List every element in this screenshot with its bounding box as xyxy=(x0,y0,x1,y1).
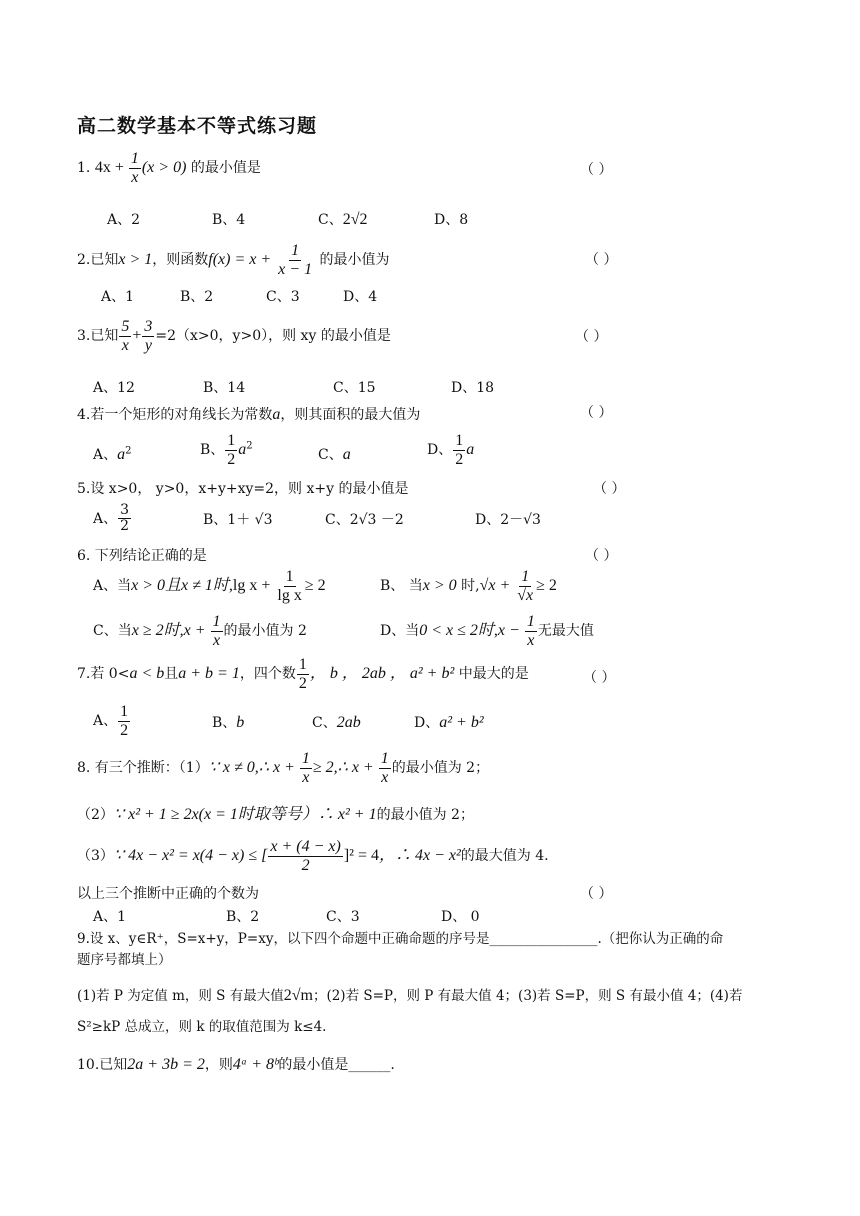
question-4 xyxy=(77,405,420,424)
q3-option-b: B、14 xyxy=(203,380,246,396)
q7-option-a-frac xyxy=(118,703,130,739)
q10-condition: 2a + 3b = 2 xyxy=(127,1056,205,1073)
q4-option-c xyxy=(318,445,351,464)
q8-option-a: A、1 xyxy=(93,909,127,925)
q6-b-den: √x xyxy=(517,586,534,604)
q8-intro: 8. 有三个推断：（1） xyxy=(77,760,209,777)
q6-d-expr: x − xyxy=(497,622,524,640)
q4-stem-a: 4.若一个矩形的对角线长为常数 xyxy=(77,407,273,423)
q6-c-expr: x + xyxy=(183,622,210,640)
q6-b-label: B、 当 xyxy=(380,578,423,595)
q1-stem: 的最小值是 xyxy=(190,160,261,177)
q7-option-c-label: C、 xyxy=(312,715,337,731)
q8-l1-num-1: 1 xyxy=(301,750,310,767)
q8-l3-d: ，∴ 4x − x² xyxy=(378,847,461,865)
q6-d-cond: 0 < x ≤ 2时, xyxy=(419,622,498,640)
q8-l3-b: ∵ 4x − x² = x(4 − x) ≤ [ xyxy=(113,847,268,865)
q3-answer-paren: （ ） xyxy=(575,329,608,345)
q1-option-c xyxy=(318,210,368,229)
q8-l1-den-2: x xyxy=(381,768,389,786)
q7-a-den: 2 xyxy=(120,721,129,739)
q7-half-num: 1 xyxy=(298,656,307,673)
q1-expr-b: (x > 0) xyxy=(141,159,187,177)
q4-stem-b: ，则其面积的最大值为 xyxy=(280,407,421,423)
q8-option-d: D、 0 xyxy=(441,909,480,925)
q4-option-a-math: a xyxy=(117,446,126,463)
q6-c-label: C、当 xyxy=(93,623,132,640)
q8-l1-frac-2 xyxy=(379,750,391,786)
q5-option-d: D、2－√3 xyxy=(475,512,541,528)
q2-option-c: C、3 xyxy=(266,289,300,305)
q7-option-d xyxy=(414,713,484,732)
q2-frac-num: 1 xyxy=(291,242,300,259)
q7-option-b xyxy=(212,713,244,732)
q10-tail: 的最小值是______. xyxy=(278,1057,395,1073)
q6-option-b xyxy=(380,568,557,604)
q7-stem-c: ，四个数 xyxy=(239,666,296,683)
q4-option-d xyxy=(427,432,474,468)
q1-option-c-math: 2√2 xyxy=(342,211,368,228)
q6-b-num: 1 xyxy=(521,568,530,585)
q1-expr-a: 4x + xyxy=(94,159,128,177)
q4-option-d-label: D、 xyxy=(427,442,453,459)
q3-stem: =2（x>0，y>0），则 xy 的最小值是 xyxy=(155,328,391,345)
q8-option-b: B、2 xyxy=(226,909,260,925)
q3-f1-den: x xyxy=(121,336,129,354)
q9-line-3-math: 2√m xyxy=(283,987,313,1004)
q7-half xyxy=(297,656,309,692)
q7-stem-a: 7.若 0< xyxy=(77,666,130,683)
q6-d-frac xyxy=(525,613,537,649)
q9-line-2: 题序号都填上） xyxy=(77,952,172,968)
q2-prefix: 2.已知 xyxy=(77,252,119,269)
q4-b-den: 2 xyxy=(227,450,236,468)
q2-fraction xyxy=(276,242,314,278)
q8-summary: 以上三个推断中正确的个数为 xyxy=(77,886,259,902)
q3-f2-num: 3 xyxy=(144,318,153,335)
q8-l3-num: x + (4 − x) xyxy=(270,838,341,855)
q5-answer-paren: （ ） xyxy=(593,481,626,497)
q1-option-a: A、2 xyxy=(107,212,141,228)
q6-b-tail: ≥ 2 xyxy=(536,577,557,595)
q6-b-mid: 时, xyxy=(456,578,480,595)
q3-prefix: 3.已知 xyxy=(77,328,119,345)
q3-f2-den: y xyxy=(144,336,152,354)
q9-line-4: S²≥kP 总成立，则 k 的取值范围为 k≤4. xyxy=(77,1019,327,1035)
q8-l2-a: （2） xyxy=(77,807,114,823)
q4-d-den: 2 xyxy=(455,450,464,468)
q5-option-a-frac xyxy=(118,503,131,535)
q7-option-a-label: A、 xyxy=(93,713,118,730)
q6-c-frac xyxy=(211,613,223,649)
q6-a-num: 1 xyxy=(285,568,294,585)
q3-fraction-2 xyxy=(142,318,154,354)
q4-option-b-math: a xyxy=(238,441,247,459)
q8-l1-c: 的最小值为 2； xyxy=(391,760,490,777)
q6-a-tail: ≥ 2 xyxy=(304,577,326,595)
q7-option-b-math: b xyxy=(236,714,245,731)
question-8-line-3 xyxy=(77,838,549,874)
question-2 xyxy=(77,242,390,278)
q4-option-b-exp: 2 xyxy=(246,440,253,452)
q2-option-d: D、4 xyxy=(343,289,378,305)
q3-f1-num: 5 xyxy=(121,318,130,335)
q7-option-a xyxy=(93,703,131,739)
q2-option-a: A、1 xyxy=(101,289,135,305)
q8-l3-e: 的最大值为 4. xyxy=(460,848,549,865)
question-10 xyxy=(77,1055,395,1074)
q6-c-num: 1 xyxy=(212,613,221,630)
q2-stem: 的最小值为 xyxy=(319,252,390,269)
q8-answer-paren: （ ） xyxy=(580,886,613,902)
q6-option-a xyxy=(93,568,326,604)
q6-b-expr: √x + xyxy=(479,577,515,595)
q3-fraction-1 xyxy=(119,318,131,354)
question-6: 6. 下列结论正确的是 xyxy=(77,548,207,564)
q10-prefix: 10.已知 xyxy=(77,1057,128,1073)
q7-stem-d: 中最大的是 xyxy=(458,666,529,683)
q2-mid: ，则函数 xyxy=(152,252,209,269)
q5-a-num: 3 xyxy=(120,502,130,518)
q8-l1-den-1: x xyxy=(302,768,310,786)
q10-mid: ，则 xyxy=(204,1057,233,1073)
q7-option-d-label: D、 xyxy=(414,715,440,731)
q5-option-a xyxy=(93,503,132,535)
q8-l3-frac xyxy=(268,838,342,874)
q3-option-a: A、12 xyxy=(93,380,135,396)
q5-option-a-label: A、 xyxy=(93,510,118,527)
question-8-line-1 xyxy=(77,750,489,786)
q6-c-cond: x ≥ 2时, xyxy=(131,622,184,640)
q1-option-c-label: C、 xyxy=(318,212,343,228)
q3-option-c: C、15 xyxy=(333,380,376,396)
q7-option-c-math: 2ab xyxy=(336,714,361,731)
q7-condition-2: a + b = 1 xyxy=(178,665,240,683)
q8-l1-num-2: 1 xyxy=(380,750,389,767)
q6-d-tail: 无最大值 xyxy=(537,623,594,640)
q6-c-tail: 的最小值为 2 xyxy=(223,623,307,640)
q7-option-d-math: a² + b² xyxy=(439,714,484,731)
q4-d-num: 1 xyxy=(455,432,464,449)
q9-line-3-a: (1)若 P 为定值 m，则 S 有最大值 xyxy=(77,988,284,1004)
q3-plus: + xyxy=(132,327,142,345)
q7-half-den: 2 xyxy=(298,674,307,692)
q7-option-c xyxy=(312,713,361,732)
q1-frac-num: 1 xyxy=(130,150,139,167)
q6-b-cond: x > 0 xyxy=(422,577,457,595)
q7-answer-paren: （ ） xyxy=(583,670,616,686)
q4-option-c-math: a xyxy=(342,446,351,463)
q8-option-c: C、3 xyxy=(326,909,360,925)
q2-condition: x > 1 xyxy=(118,251,153,269)
q1-option-b: B、4 xyxy=(212,212,246,228)
q7-a-num: 1 xyxy=(120,703,129,720)
q2-frac-den: x − 1 xyxy=(278,260,313,278)
q8-l2-c: 的最小值为 2； xyxy=(376,807,474,823)
q6-a-den: lg x xyxy=(277,586,302,604)
question-7 xyxy=(77,656,529,692)
q6-b-frac xyxy=(515,568,535,604)
q2-option-b: B、2 xyxy=(180,289,214,305)
q6-option-c xyxy=(93,613,307,649)
q4-option-a xyxy=(93,445,132,464)
question-5: 5.设 x>0， y>0，x+y+xy=2，则 x+y 的最小值是 xyxy=(77,481,409,497)
q8-l3-den: 2 xyxy=(301,856,310,874)
q6-a-label: A、当 xyxy=(93,578,132,595)
q6-d-den: x xyxy=(527,631,535,649)
q6-a-frac xyxy=(275,568,303,604)
q6-answer-paren: （ ） xyxy=(585,548,618,564)
question-3 xyxy=(77,318,391,354)
q7-stem-b: 且 xyxy=(164,666,179,683)
q8-l3-a: （3） xyxy=(77,848,114,865)
q1-option-d: D、8 xyxy=(434,212,469,228)
q5-option-c: C、2√3 －2 xyxy=(325,512,404,528)
q7-list: ， b ， 2ab ， a² + b² xyxy=(309,665,455,683)
q4-option-b-label: B、 xyxy=(200,442,225,459)
q6-a-cond: x > 0且x ≠ 1时, xyxy=(131,577,233,595)
q4-option-d-half xyxy=(453,432,465,468)
q3-option-d: D、18 xyxy=(451,380,495,396)
q8-l3-c: ]² = 4 xyxy=(343,847,379,865)
q4-option-a-exp: 2 xyxy=(125,445,132,457)
q4-b-num: 1 xyxy=(227,432,236,449)
q7-option-b-label: B、 xyxy=(212,715,237,731)
q6-d-num: 1 xyxy=(526,613,535,630)
q8-l1-b: ≥ 2,∴ x + xyxy=(312,759,378,777)
q10-expression: 4ᵃ + 8ᵇ xyxy=(232,1056,279,1073)
q4-option-b-half xyxy=(225,432,237,468)
q7-condition: a < b xyxy=(129,665,165,683)
q8-l1-frac-1 xyxy=(300,750,312,786)
q6-option-d xyxy=(380,613,594,649)
q4-option-b xyxy=(200,432,253,468)
q1-fraction xyxy=(129,150,141,186)
question-8-line-2 xyxy=(77,805,474,824)
q4-answer-paren: （ ） xyxy=(580,405,613,421)
page-title: 高二数学基本不等式练习题 xyxy=(77,115,318,137)
q4-option-a-label: A、 xyxy=(93,447,118,463)
q1-frac-den: x xyxy=(131,168,139,186)
q9-line-1: 9.设 x、y∈R⁺，S=x+y，P=xy，以下四个命题中正确命题的序号是________________.（把你认为正确的命 xyxy=(77,931,724,947)
q9-line-3 xyxy=(77,986,742,1005)
q6-a-expr: lg x + xyxy=(232,577,275,595)
q1-answer-paren: （ ） xyxy=(580,162,613,178)
q4-option-d-math: a xyxy=(466,441,475,459)
q1-number: 1. xyxy=(77,160,95,177)
q6-d-label: D、当 xyxy=(380,623,420,640)
q8-l1-a: ∵ x ≠ 0,∴ x + xyxy=(208,759,299,777)
q4-var: a xyxy=(272,406,281,423)
q8-l2-b: ∵ x² + 1 ≥ 2x(x = 1时取等号）∴ x² + 1 xyxy=(113,806,377,823)
q2-answer-paren: （ ） xyxy=(585,252,618,268)
question-1 xyxy=(77,150,261,186)
q2-function: f(x) = x + xyxy=(208,251,276,269)
q5-a-den: 2 xyxy=(120,518,130,535)
q5-option-b: B、1＋ √3 xyxy=(203,512,273,528)
q9-line-3-b: ；(2)若 S=P，则 P 有最大值 4；(3)若 S=P，则 S 有最小值 4；(4)若 xyxy=(312,988,743,1004)
q6-c-den: x xyxy=(212,631,221,649)
q4-option-c-label: C、 xyxy=(318,447,343,463)
